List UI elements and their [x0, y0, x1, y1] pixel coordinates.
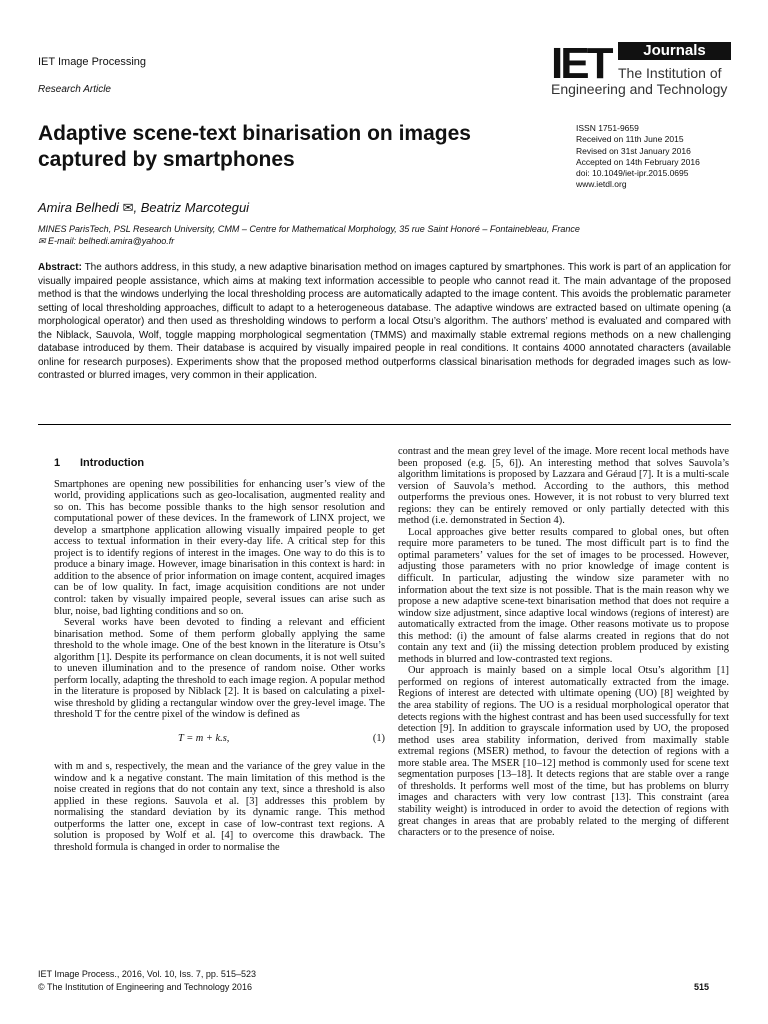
affiliation-block	[38, 223, 738, 247]
paragraph: Smartphones are opening new possibilities for enhancing user’s view of the world, providing applications such as geo-localisation, augmented reality and so on. This has become possible thanks to the high sensor resolution and computational power of these devices. In the framework of LINX project, we develop a smartphone application allowing visually impaired people to get access to textual information in their every-day life. A critical step for this project is to identify regions of interest in the images. One way to do this is to produce a binary image. However, image binarisation in this context is hard: in addition to the absence of prior information on image content, acquired images can be of low quality. In fact, image acquisition conditions are not under control: taken by visually impaired people, several issues can arise such as blur, noise, bad lighting conditions and so on.	[54, 478, 385, 617]
equation-formula: T = m + k.s,	[178, 733, 230, 745]
abstract-label: Abstract:	[38, 262, 82, 273]
paragraph: Local approaches give better results compared to global ones, but often require more parameters to be tuned. The most difficult part is to find the optimal parameters’ values for the set of images to be processed. However, adjusting those parameters with no prior knowledge of image content is difficult. In particular, adjusting the window size parameter with no information about the text size is not possible. That is the main reason why we propose a new adaptive scene-text binarisation method that does not require a window size adjustment, since adaptive local windows (regions of interest) are automatically extracted from the image. Other reasons motivate us to propose this method: (i) the amount of false alarms created in regions that do not contain any text and (ii) the missing detection problem produced by existing methods in blurred and low-contrasted text regions.	[398, 526, 729, 665]
iet-journals-logo	[551, 39, 731, 98]
author-list	[38, 200, 249, 216]
affiliation: MINES ParisTech, PSL Research University, CMM – Centre for Mathematical Morphology, 35 rue Saint Honoré – Fontainebleau, France	[38, 224, 580, 234]
equation-1	[54, 721, 385, 761]
logo-iet-text: IET	[551, 39, 611, 88]
envelope-icon: ✉	[122, 200, 134, 215]
meta-accepted: Accepted on 14th February 2016	[576, 156, 700, 167]
section-divider	[38, 424, 731, 425]
equation-number: (1)	[372, 733, 385, 745]
footer-citation: IET Image Process., 2016, Vol. 10, Iss. 7, pp. 515–523	[38, 969, 256, 979]
section-heading	[54, 458, 385, 470]
logo-institution-line1: The Institution of	[618, 65, 722, 81]
section-title: Introduction	[80, 457, 145, 469]
paragraph: with m and s, respectively, the mean and the variance of the grey value in the window and k a negative constant. The main limitation of this method is the noise created in regions that do not contain any text, since a threshold is also applied in these regions. Sauvola et al. [3] addresses this problem by normalising the standard deviation by its dynamic range. This method outperforms the latter one, except in case of low-contrast text regions. A solution is proposed by Wolf et al. [4] to overcome this drawback. The threshold formula is changed in order to normalise the	[54, 761, 385, 853]
page-number: 515	[694, 982, 710, 992]
meta-revised: Revised on 31st January 2016	[576, 145, 691, 156]
author-email[interactable]: ✉ E-mail: belhedi.amira@yahoo.fr	[38, 236, 175, 246]
article-type: Research Article	[38, 84, 111, 95]
paragraph: Several works have been devoted to finding a relevant and efficient binarisation method. Some of them perform globally applying the same threshold to the whole image. One of the best known in the literature is Otsu’s algorithm [1]. Despite its performance on clean documents, it is not well suited to uneven illumination and to the presence of random noise. Other works perform locally, adapting the threshold to each image region. A popular method in the literature is proposed by Niblack [2]. It is based on calculating a pixel-wise threshold by gliding a rectangular window over the grey-level image. The threshold T for the centre pixel of the window is defined as	[54, 617, 385, 721]
footer-copyright: © The Institution of Engineering and Technology 2016	[38, 982, 252, 992]
abstract	[38, 261, 731, 383]
meta-issn: ISSN 1751-9659	[576, 123, 639, 133]
meta-doi[interactable]: doi: 10.1049/iet-ipr.2015.0695	[576, 168, 689, 179]
logo-journals-badge: Journals	[618, 42, 731, 60]
right-column	[398, 446, 729, 839]
paragraph: Our approach is mainly based on a simple local Otsu’s algorithm [1] performed on regions of interest automatically extracted from the image. Regions of interest are detected with ultimate opening (UO) [8] weighted by the area stability of regions. The UO is a residual morphological operator that detects regions with the highest contrast and has been used successfully for text detection [9]. In addition to grayscale information used by UO, the proposed method uses area stability information, derived from maximally stable extremal regions (MSER) method, to favour the detection of regions with a more stable area. The MSER [10–12] method is commonly used for scene text segmentation purposes [13–18]. It detects regions that are stable over a range of thresholds. It performs well most of the time, but has problems on blurry images and characters with very low contrast [13]. This constraint (area stability weight) is introduced in order to avoid the detection of regions with great changes in areas that are probably related to the merging of different characters or to the presence of noise.	[398, 665, 729, 839]
abstract-text: The authors address, in this study, a new adaptive binarisation method on images captured by smartphones. This work is part of an application for visually impaired people assistance, which aims at making text information accessible to people who cannot read it. The main advantage of the proposed method is that the windows underlying the local thresholding process are automatically adapted to the image content. This avoids the problematic parameter setting of local thresholding approaches, difficult to adapt to a heterogeneous database. The adaptive windows are extracted based on ultimate opening (a morphological operator) and then used as thresholding windows to perform a local Otsu’s algorithm. The authors’ method is evaluated and compared with the Niblack, Sauvola, Wolf, toggle mapping morphological segmentation (TMMS) and maximally stable extremal regions methods on a new challenging database introduced by them. Their database is acquired by visually impaired people in real conditions. It contains 4000 annotated characters (available online for research purposes). Experiments show that the proposed method outperforms classical binarisation methods for degraded images such as low-contrasted or blurred images, very common in their application.	[38, 262, 731, 381]
paper-title: Adaptive scene-text binarisation on images captured by smartphones	[38, 122, 471, 171]
paragraph: contrast and the mean grey level of the image. More recent local methods have been proposed (e.g. [5, 6]). An interesting method that solves Sauvola’s algorithm limitations is proposed by Lazzara and Géraud [7]. It is a multi-scale version of Sauvola’s method. According to the authors, this method outperforms the previous ones. However, it is not robust to very blurred text regions: they can be entirely removed or only partially detected with this method (i.e. demonstrated in Section 4).	[398, 446, 729, 527]
meta-received: Received on 11th June 2015	[576, 134, 684, 145]
left-column	[54, 458, 385, 853]
section-number: 1	[54, 457, 61, 469]
logo-institution-line2: Engineering and Technology	[551, 81, 728, 97]
author-marcotegui: , Beatriz Marcotegui	[133, 200, 250, 215]
meta-website[interactable]: www.ietdl.org	[576, 179, 627, 190]
article-meta	[576, 123, 700, 191]
journal-name: IET Image Processing	[38, 56, 147, 68]
author-belhedi: Amira Belhedi	[38, 200, 119, 215]
